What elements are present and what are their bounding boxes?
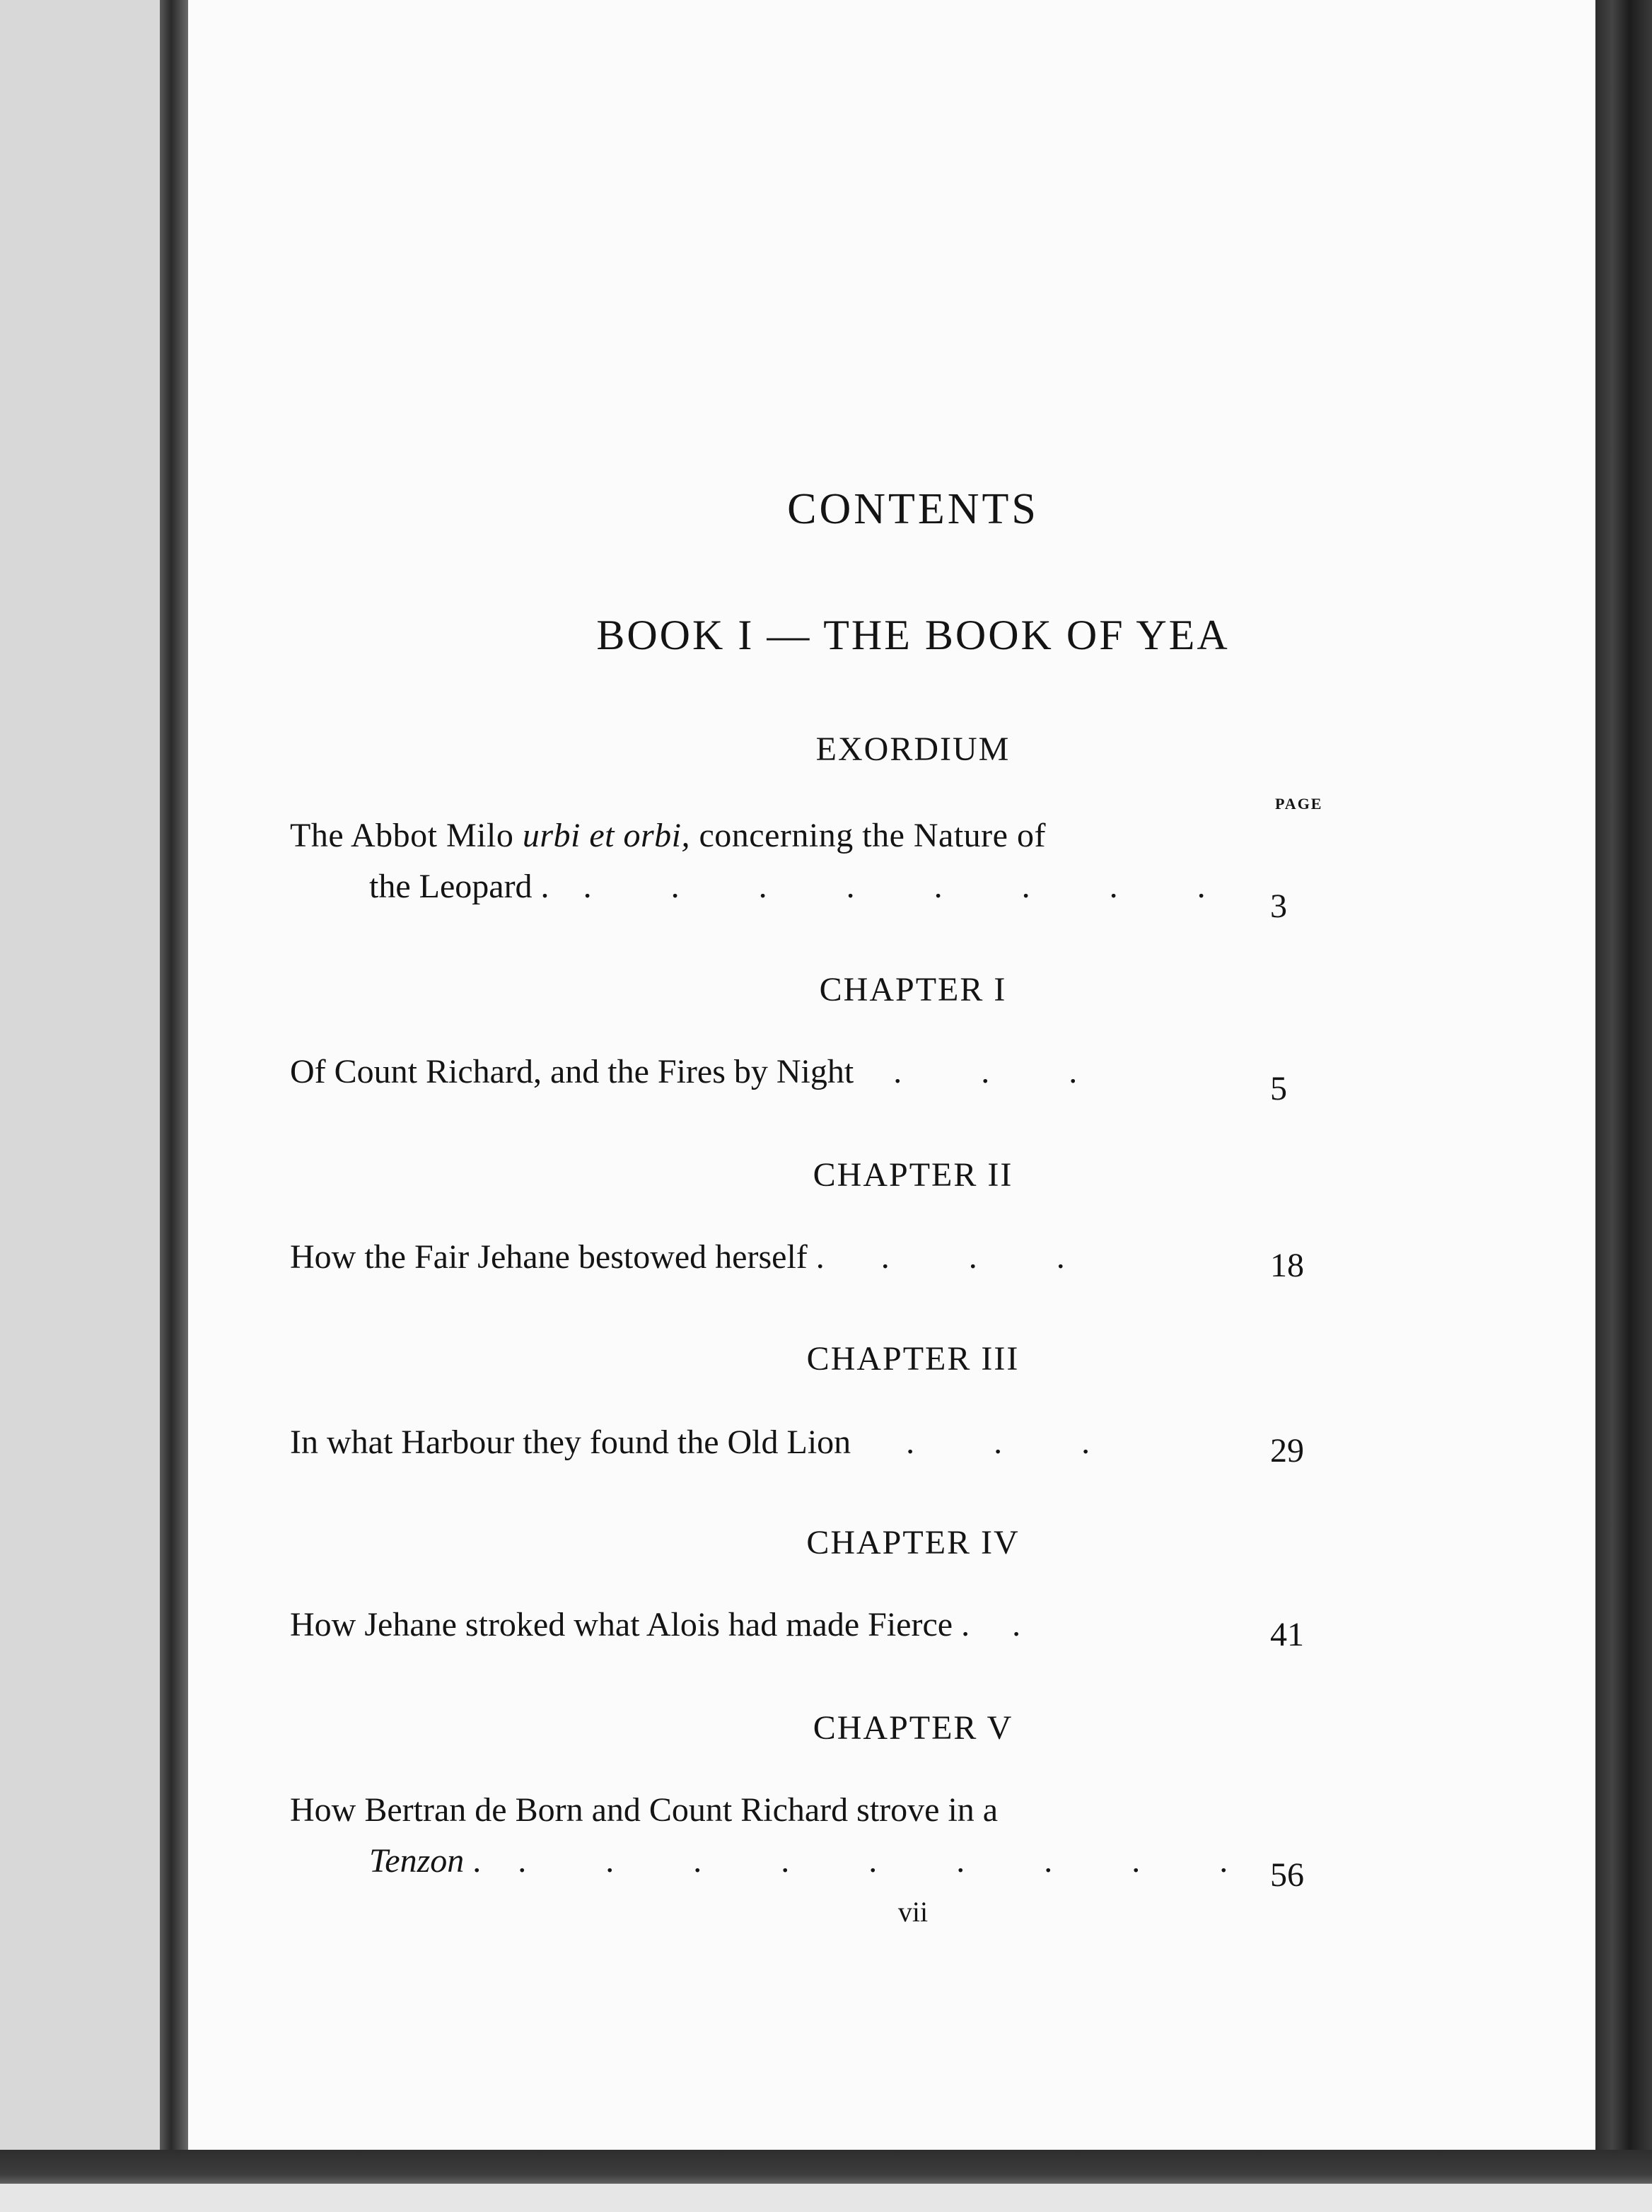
entry-text: Of Count Richard, and the Fires by Night bbox=[290, 1053, 854, 1090]
scan-bed-strip bbox=[0, 2184, 1652, 2212]
page-number: 3 bbox=[1270, 887, 1287, 925]
entry-text: How Jehane stroked what Alois had made Fierce . bbox=[290, 1606, 970, 1643]
toc-entry-line bbox=[290, 1047, 1330, 1098]
entry-text: the Leopard . bbox=[369, 868, 549, 905]
section-heading-chapter-1: CHAPTER I bbox=[819, 971, 1007, 1008]
page-number: 5 bbox=[1270, 1070, 1287, 1107]
page-number: 18 bbox=[1270, 1247, 1304, 1284]
toc-entry-chapter-4 bbox=[290, 1600, 1330, 1651]
toc-entry-line bbox=[290, 1836, 1330, 1887]
toc-entry-line bbox=[290, 1232, 1330, 1283]
leader-dots: . . . bbox=[880, 1238, 1100, 1276]
leader-dots: . bbox=[1012, 1606, 1057, 1643]
book-page bbox=[188, 0, 1595, 2150]
entry-italic-text: Tenzon bbox=[369, 1842, 465, 1880]
page-column-label: PAGE bbox=[1275, 795, 1323, 813]
book-fore-edge bbox=[1595, 0, 1652, 2212]
leader-dots: . . . bbox=[906, 1424, 1126, 1461]
entry-text: In what Harbour they found the Old Lion bbox=[290, 1424, 851, 1461]
section-heading-chapter-2: CHAPTER II bbox=[813, 1156, 1013, 1194]
book-heading: BOOK I — THE BOOK OF YEA bbox=[596, 612, 1230, 658]
toc-entry-chapter-1 bbox=[290, 1047, 1330, 1098]
entry-italic-text: urbi et orbi, bbox=[522, 817, 690, 854]
leader-dots: . . . bbox=[893, 1053, 1113, 1090]
toc-entry-line bbox=[290, 861, 1330, 912]
toc-entry-line bbox=[290, 1600, 1330, 1651]
section-heading-chapter-5: CHAPTER V bbox=[813, 1709, 1013, 1747]
section-heading-chapter-4: CHAPTER IV bbox=[806, 1524, 1020, 1561]
folio-page-number: vii bbox=[897, 1896, 929, 1928]
page-number: 56 bbox=[1270, 1856, 1304, 1894]
toc-entry-line bbox=[290, 1785, 1330, 1836]
toc-entry-chapter-3 bbox=[290, 1417, 1330, 1468]
toc-entry-exordium bbox=[290, 810, 1330, 912]
section-heading-exordium: EXORDIUM bbox=[815, 730, 1011, 768]
toc-entry-chapter-2 bbox=[290, 1232, 1330, 1283]
page-number: 29 bbox=[1270, 1432, 1304, 1469]
section-heading-chapter-3: CHAPTER III bbox=[806, 1340, 1020, 1378]
contents-title: CONTENTS bbox=[787, 485, 1039, 533]
leader-dots: . . . . . . . . bbox=[583, 868, 1241, 905]
entry-text: How the Fair Jehane bestowed herself . bbox=[290, 1238, 825, 1276]
leader-dots: . . . . . . . . . bbox=[518, 1842, 1264, 1880]
page-number: 41 bbox=[1270, 1616, 1304, 1653]
toc-entry-line bbox=[290, 810, 1330, 861]
entry-text: . bbox=[464, 1842, 482, 1880]
entry-text: The Abbot Milo bbox=[290, 817, 523, 854]
toc-entry-chapter-5 bbox=[290, 1785, 1330, 1887]
book-gutter-edge bbox=[160, 0, 188, 2150]
toc-entry-line bbox=[290, 1417, 1330, 1468]
entry-text: concerning the Nature of bbox=[690, 817, 1046, 854]
entry-text: How Bertran de Born and Count Richard strove in a bbox=[290, 1791, 999, 1829]
